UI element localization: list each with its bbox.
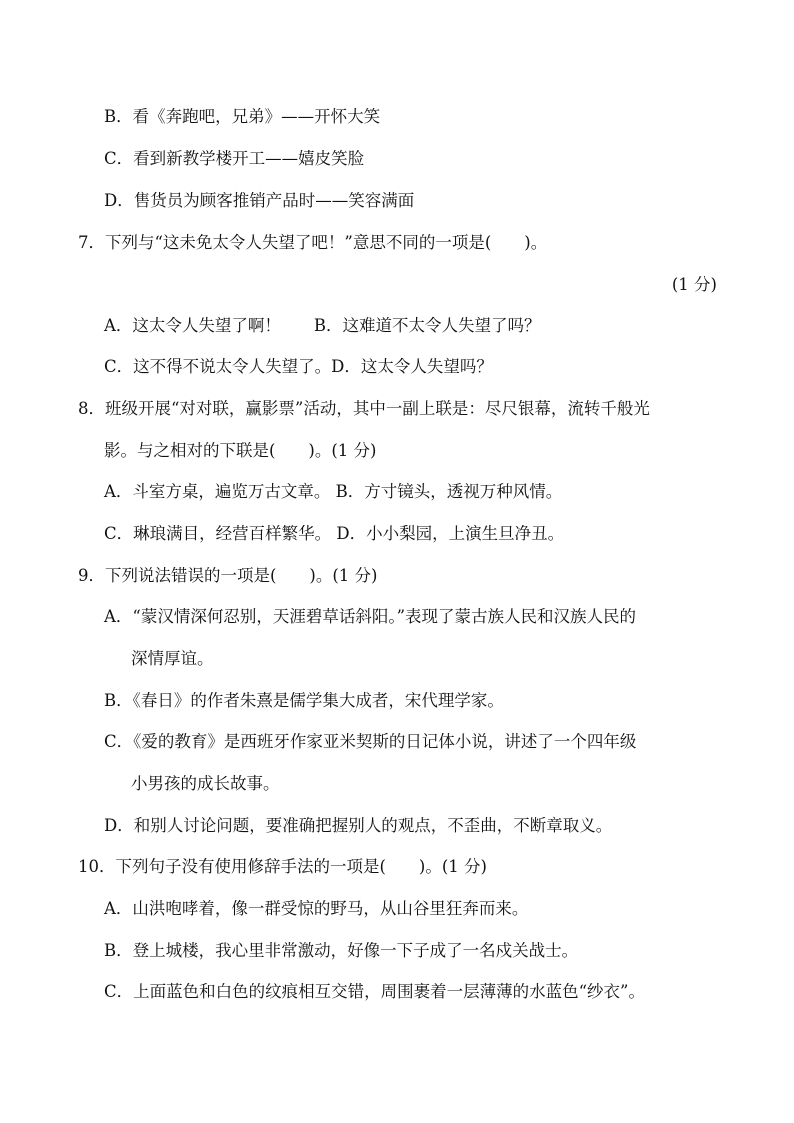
q10-option-b: B．登上城楼，我心里非常激动，好像一下子成了一名戍关战士。 — [104, 941, 579, 960]
q10-option-a: A．山洪咆哮着，像一群受惊的野马，从山谷里狂奔而来。 — [104, 899, 529, 918]
question-7-score: (1 分) — [671, 275, 717, 294]
q6-option-b: B．看《奔跑吧，兄弟》——开怀大笑 — [104, 107, 381, 126]
q7-options-cd: C．这不得不说太令人失望了。D．这太令人失望吗？ — [104, 357, 493, 376]
question-9: 9．下列说法错误的一项是( )。(1 分) — [78, 566, 378, 585]
q9-option-b: B．《春日》的作者朱熹是儒学集大成者，宋代理学家。 — [104, 691, 504, 710]
q6-option-d: D．售货员为顾客推销产品时——笑容满面 — [104, 191, 415, 210]
q7-options-ab: A．这太令人失望了啊！ B．这难道不太令人失望了吗？ — [104, 316, 541, 335]
q9-option-c-continued: 小男孩的成长故事。 — [131, 774, 280, 793]
q9-option-c: C．《爱的教育》是西班牙作家亚米契斯的日记体小说，讲述了一个四年级 — [104, 732, 637, 751]
question-10: 10．下列句子没有使用修辞手法的一项是( )。(1 分) — [78, 857, 487, 876]
q9-option-a-continued: 深情厚谊。 — [131, 649, 214, 668]
q9-option-a: A．“蒙汉情深何忍别，天涯碧草话斜阳。”表现了蒙古族人民和汉族人民的 — [104, 607, 637, 626]
question-8-continued: 影。与之相对的下联是( )。(1 分) — [104, 441, 377, 460]
q8-options-cd: C．琳琅满目，经营百样繁华。 D．小小梨园，上演生旦净丑。 — [104, 524, 565, 543]
q6-option-c: C．看到新教学楼开工——嬉皮笑脸 — [104, 149, 365, 168]
q9-option-d: D．和别人讨论问题，要准确把握别人的观点，不歪曲，不断章取义。 — [104, 816, 613, 835]
question-8: 8．班级开展“对对联，赢影票”活动，其中一副上联是：尽尺银幕，流转千般光 — [78, 399, 650, 418]
q8-options-ab: A．斗室方桌，遍览万古文章。 B．方寸镜头，透视万种风情。 — [104, 482, 563, 501]
q10-option-c: C．上面蓝色和白色的纹痕相互交错，周围裹着一层薄薄的水蓝色“纱衣”。 — [104, 982, 645, 1001]
question-7: 7．下列与“这未免太令人失望了吧！”意思不同的一项是( )。 — [78, 233, 548, 252]
